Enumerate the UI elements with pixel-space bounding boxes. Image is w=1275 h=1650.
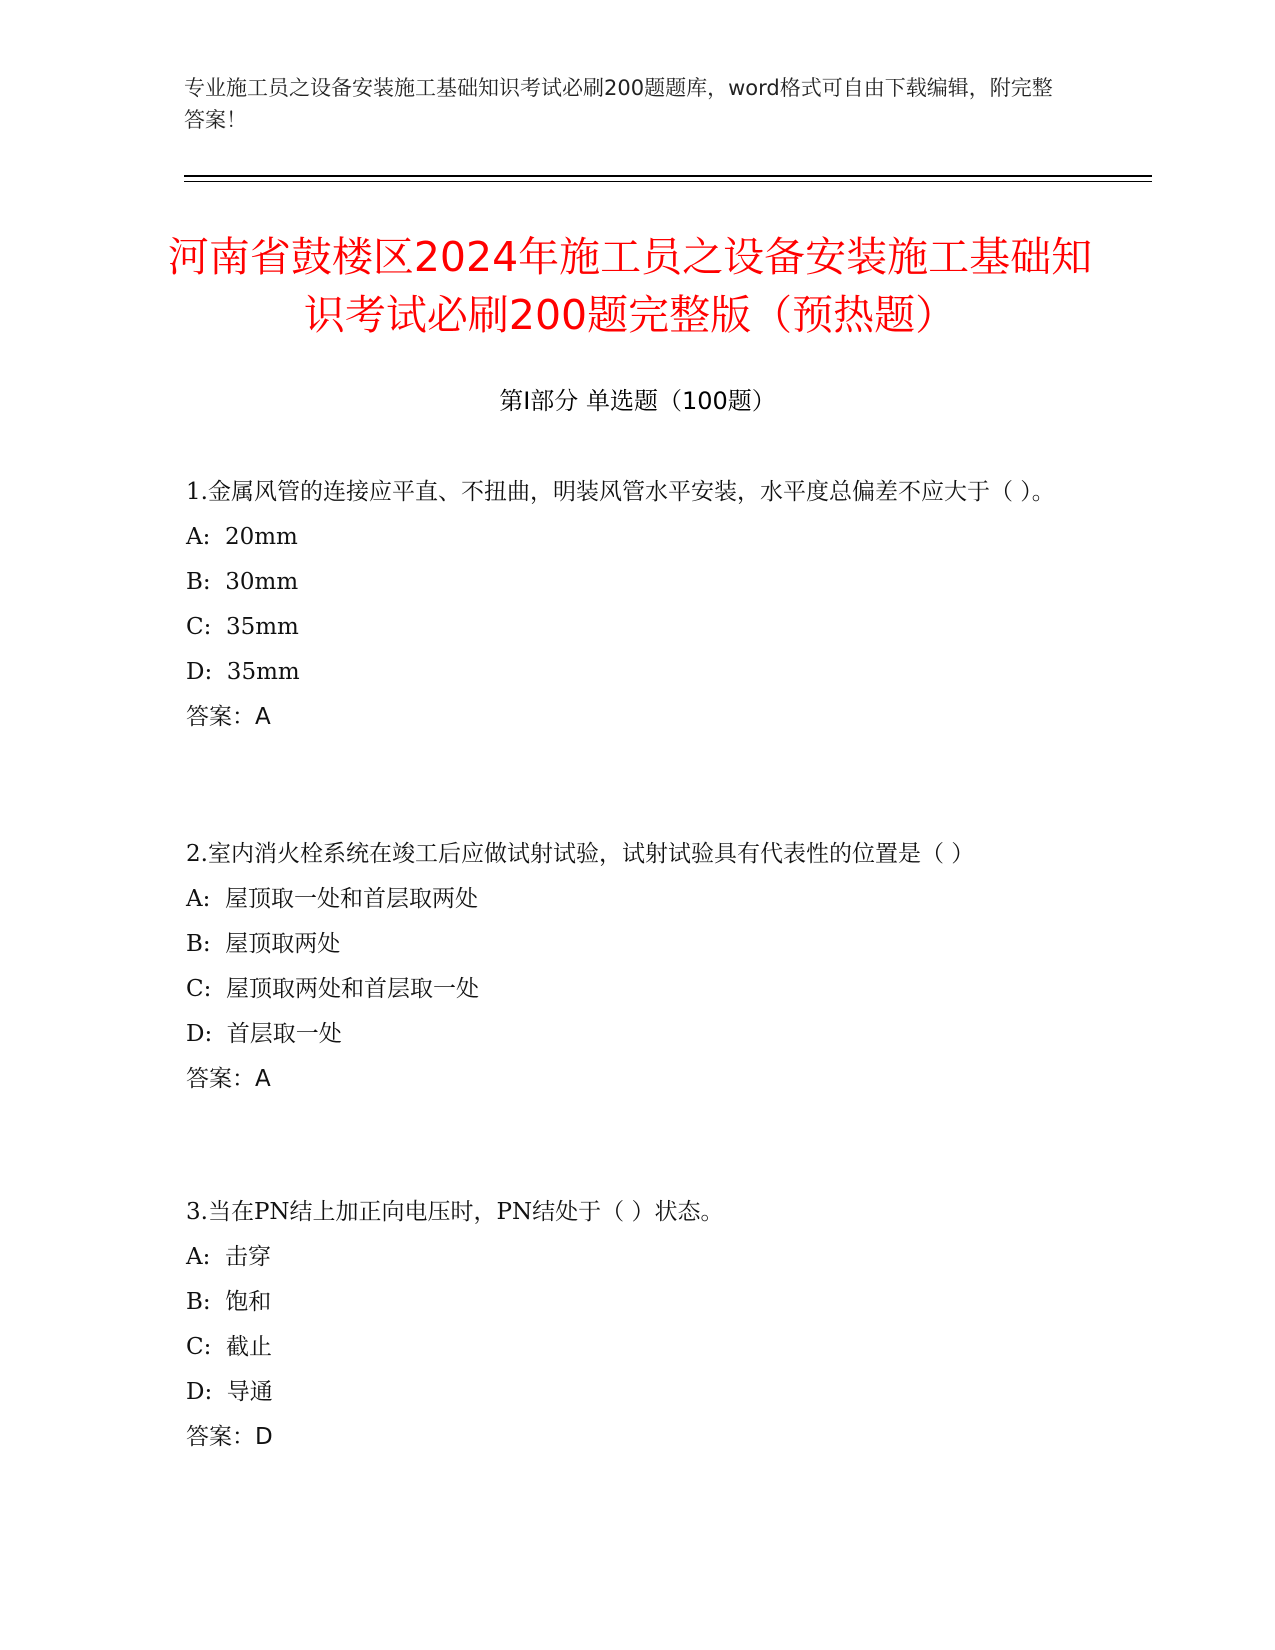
option-b: B: 饱和 bbox=[186, 1289, 272, 1315]
header-divider-thin bbox=[184, 181, 1152, 182]
option-c: C: 35mm bbox=[186, 614, 299, 640]
option-b: B: 30mm bbox=[186, 569, 299, 595]
header-divider-thick bbox=[184, 175, 1152, 177]
option-c: C: 屋顶取两处和首层取一处 bbox=[186, 976, 479, 1002]
question-block bbox=[186, 1190, 1066, 1460]
option-a: A: 击穿 bbox=[186, 1244, 271, 1270]
option-a: A: 20mm bbox=[186, 524, 298, 550]
section-heading: 第Ⅰ部分 单选题（100题） bbox=[499, 387, 776, 415]
question-stem: 3.当在PN结上加正向电压时，PN结处于（ ）状态。 bbox=[186, 1199, 724, 1225]
question-block bbox=[186, 470, 1066, 740]
option-b: B: 屋顶取两处 bbox=[186, 931, 341, 957]
answer-line: 答案：D bbox=[186, 1424, 273, 1450]
header-intro-text: 专业施工员之设备安装施工基础知识考试必刷200题题库，word格式可自由下载编辑，附完整答案！ bbox=[184, 76, 1053, 132]
answer-line: 答案：A bbox=[186, 704, 271, 730]
question-stem: 1.金属风管的连接应平直、不扭曲，明装风管水平安装，水平度总偏差不应大于（ ）。 bbox=[186, 479, 1055, 505]
option-d: D: 35mm bbox=[186, 659, 300, 685]
question-stem: 2.室内消火栓系统在竣工后应做试射试验，试射试验具有代表性的位置是（ ） bbox=[186, 841, 975, 867]
option-a: A: 屋顶取一处和首层取两处 bbox=[186, 886, 478, 912]
question-block bbox=[186, 832, 1066, 1102]
option-c: C: 截止 bbox=[186, 1334, 272, 1360]
option-d: D: 首层取一处 bbox=[186, 1021, 342, 1047]
answer-line: 答案：A bbox=[186, 1066, 271, 1092]
document-title: 河南省鼓楼区2024年施工员之设备安装施工基础知识考试必刷200题完整版（预热题） bbox=[167, 233, 1093, 339]
option-d: D: 导通 bbox=[186, 1379, 273, 1405]
